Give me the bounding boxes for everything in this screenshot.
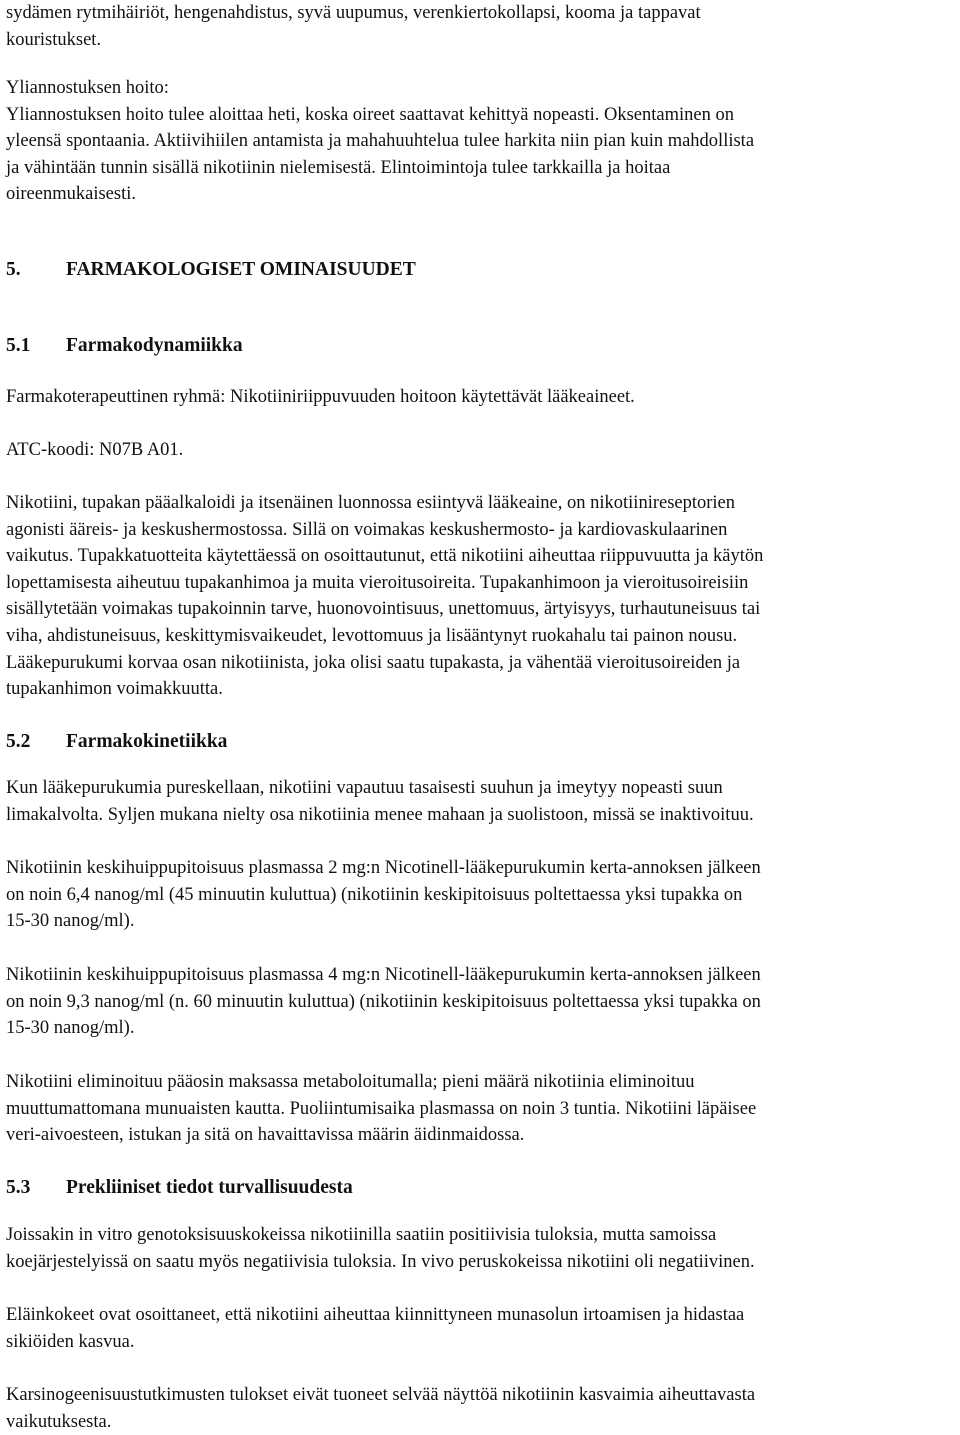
section-title: FARMAKOLOGISET OMINAISUUDET xyxy=(66,259,416,280)
line: yleensä spontaania. Aktiivihiilen antamista ja mahahuuhtelua tulee harkita niin pian kuin mahdollista xyxy=(6,131,755,152)
section-heading-5-3 xyxy=(6,1175,956,1202)
line: Nikotiini eliminoituu pääosin maksassa metaboloitumalla; pieni määrä nikotiinia eliminoituu xyxy=(6,1072,695,1092)
section-title: Farmakokinetiikka xyxy=(66,731,228,752)
line: Farmakoterapeuttinen ryhmä: Nikotiiniriippuvuuden hoitoon käytettävät lääkeaineet. xyxy=(6,387,635,407)
line: on noin 9,3 nanog/ml (n. 60 minuutin kuluttua) (nikotiinin keskipitoisuus poltettaessa yksi tupakka on xyxy=(6,991,761,1012)
line: Eläinkokeet ovat osoittaneet, että nikotiini aiheuttaa kiinnittyneen munasolun irtoamisen ja hidastaa xyxy=(6,1305,745,1325)
paragraph-carcinogenicity xyxy=(6,1382,956,1435)
section-number: 5.3 xyxy=(6,1177,31,1198)
line: 15-30 nanog/ml). xyxy=(6,1018,135,1039)
line: Yliannostuksen hoito tulee aloittaa heti, koska oireet saattavat kehittyä nopeasti. Oksentaminen on xyxy=(6,104,734,125)
line: lopettamisesta aiheutuu tupakanhimoa ja muita vieroitusoireita. Tupakanhimoon ja vieroitusoireisiin xyxy=(6,572,749,593)
section-number: 5.1 xyxy=(6,335,31,356)
line: Lääkepurukumi korvaa osan nikotiinista, joka olisi saatu tupakasta, ja vähentää vieroitusoireiden ja xyxy=(6,652,741,673)
paragraph-elimination xyxy=(6,1069,956,1149)
line: oireenmukaisesti. xyxy=(6,184,136,205)
paragraph-pharmacotherapeutic-group xyxy=(6,384,956,411)
paragraph-overdose-symptoms xyxy=(6,0,956,53)
line: agonisti ääreis- ja keskushermostossa. Sillä on voimakas keskushermosto- ja kardiovaskulaarinen xyxy=(6,519,728,540)
line: kouristukset. xyxy=(6,29,102,50)
line: muuttumattomana munuaisten kautta. Puoliintumisaika plasmassa on noin 3 tuntia. Nikotiini läpäisee xyxy=(6,1098,757,1119)
paragraph-peak-2mg xyxy=(6,855,956,935)
line: Yliannostuksen hoito: xyxy=(6,78,169,98)
line: vaikutuksesta. xyxy=(6,1411,112,1432)
line: viha, ahdistuneisuus, keskittymisvaikeudet, levottomuus ja lisääntynyt ruokahalu tai painon nousu. xyxy=(6,625,738,646)
line: koejärjestelyissä on saatu myös negatiivisia tuloksia. In vivo peruskokeissa nikotiini oli negatiivinen. xyxy=(6,1251,755,1272)
paragraph-absorption xyxy=(6,775,956,828)
line: Joissakin in vitro genotoksisuuskokeissa nikotiinilla saatiin positiivisia tuloksia, mutta samoissa xyxy=(6,1225,717,1245)
line: veri-aivoesteen, istukan ja sitä on havaittavissa määrin äidinmaidossa. xyxy=(6,1125,525,1146)
line: Nikotiinin keskihuippupitoisuus plasmassa 2 mg:n Nicotinell-lääkepurukumin kerta-annoksen jälkeen xyxy=(6,858,761,878)
line: vaikutus. Tupakkatuotteita käytettäessä on osoittautunut, että nikotiini aiheuttaa riippuvuutta ja käytön xyxy=(6,546,764,567)
section-number: 5.2 xyxy=(6,731,31,752)
line: sikiöiden kasvua. xyxy=(6,1331,135,1352)
paragraph-atc-code xyxy=(6,437,956,464)
section-heading-5 xyxy=(6,257,956,284)
line: Nikotiini, tupakan pääalkaloidi ja itsenäinen luonnossa esiintyvä lääkeaine, on nikotiinireseptorien xyxy=(6,493,736,513)
section-heading-5-1 xyxy=(6,333,956,360)
line: sisällytetään voimakas tupakoinnin tarve, huonovointisuus, unettomuus, ärtyisyys, turhautuneisuus tai xyxy=(6,599,761,620)
paragraph-peak-4mg xyxy=(6,962,956,1042)
line: on noin 6,4 nanog/ml (45 minuutin kuluttua) (nikotiinin keskipitoisuus poltettaessa yksi tupakka on xyxy=(6,884,743,905)
line: Kun lääkepurukumia pureskellaan, nikotiini vapautuu tasaisesti suuhun ja imeytyy nopeasti suun xyxy=(6,778,723,798)
line: Karsinogeenisuustutkimusten tulokset eivät tuoneet selvää näyttöä nikotiinin kasvaimia aiheuttavasta xyxy=(6,1385,756,1405)
paragraph-genotoxicity xyxy=(6,1222,956,1275)
paragraph-nicotine-description xyxy=(6,490,956,703)
section-heading-5-2 xyxy=(6,729,956,756)
paragraph-overdose-treatment xyxy=(6,75,956,208)
paragraph-animal-studies xyxy=(6,1302,956,1355)
section-title: Prekliiniset tiedot turvallisuudesta xyxy=(66,1177,353,1198)
line: limakalvolta. Syljen mukana nielty osa nikotiinia menee mahaan ja suolistoon, missä se inaktivoituu. xyxy=(6,804,754,825)
section-title: Farmakodynamiikka xyxy=(66,335,243,356)
line: sydämen rytmihäiriöt, hengenahdistus, syvä uupumus, verenkiertokollapsi, kooma ja tappavat xyxy=(6,3,701,23)
section-number: 5. xyxy=(6,259,21,280)
line: tupakanhimon voimakkuutta. xyxy=(6,679,223,700)
line: 15-30 nanog/ml). xyxy=(6,911,135,932)
line: ja vähintään tunnin sisällä nikotiinin nielemisestä. Elintoimintoja tulee tarkkailla ja hoitaa xyxy=(6,157,671,178)
line: ATC-koodi: N07B A01. xyxy=(6,440,184,460)
line: Nikotiinin keskihuippupitoisuus plasmassa 4 mg:n Nicotinell-lääkepurukumin kerta-annoksen jälkeen xyxy=(6,965,761,985)
